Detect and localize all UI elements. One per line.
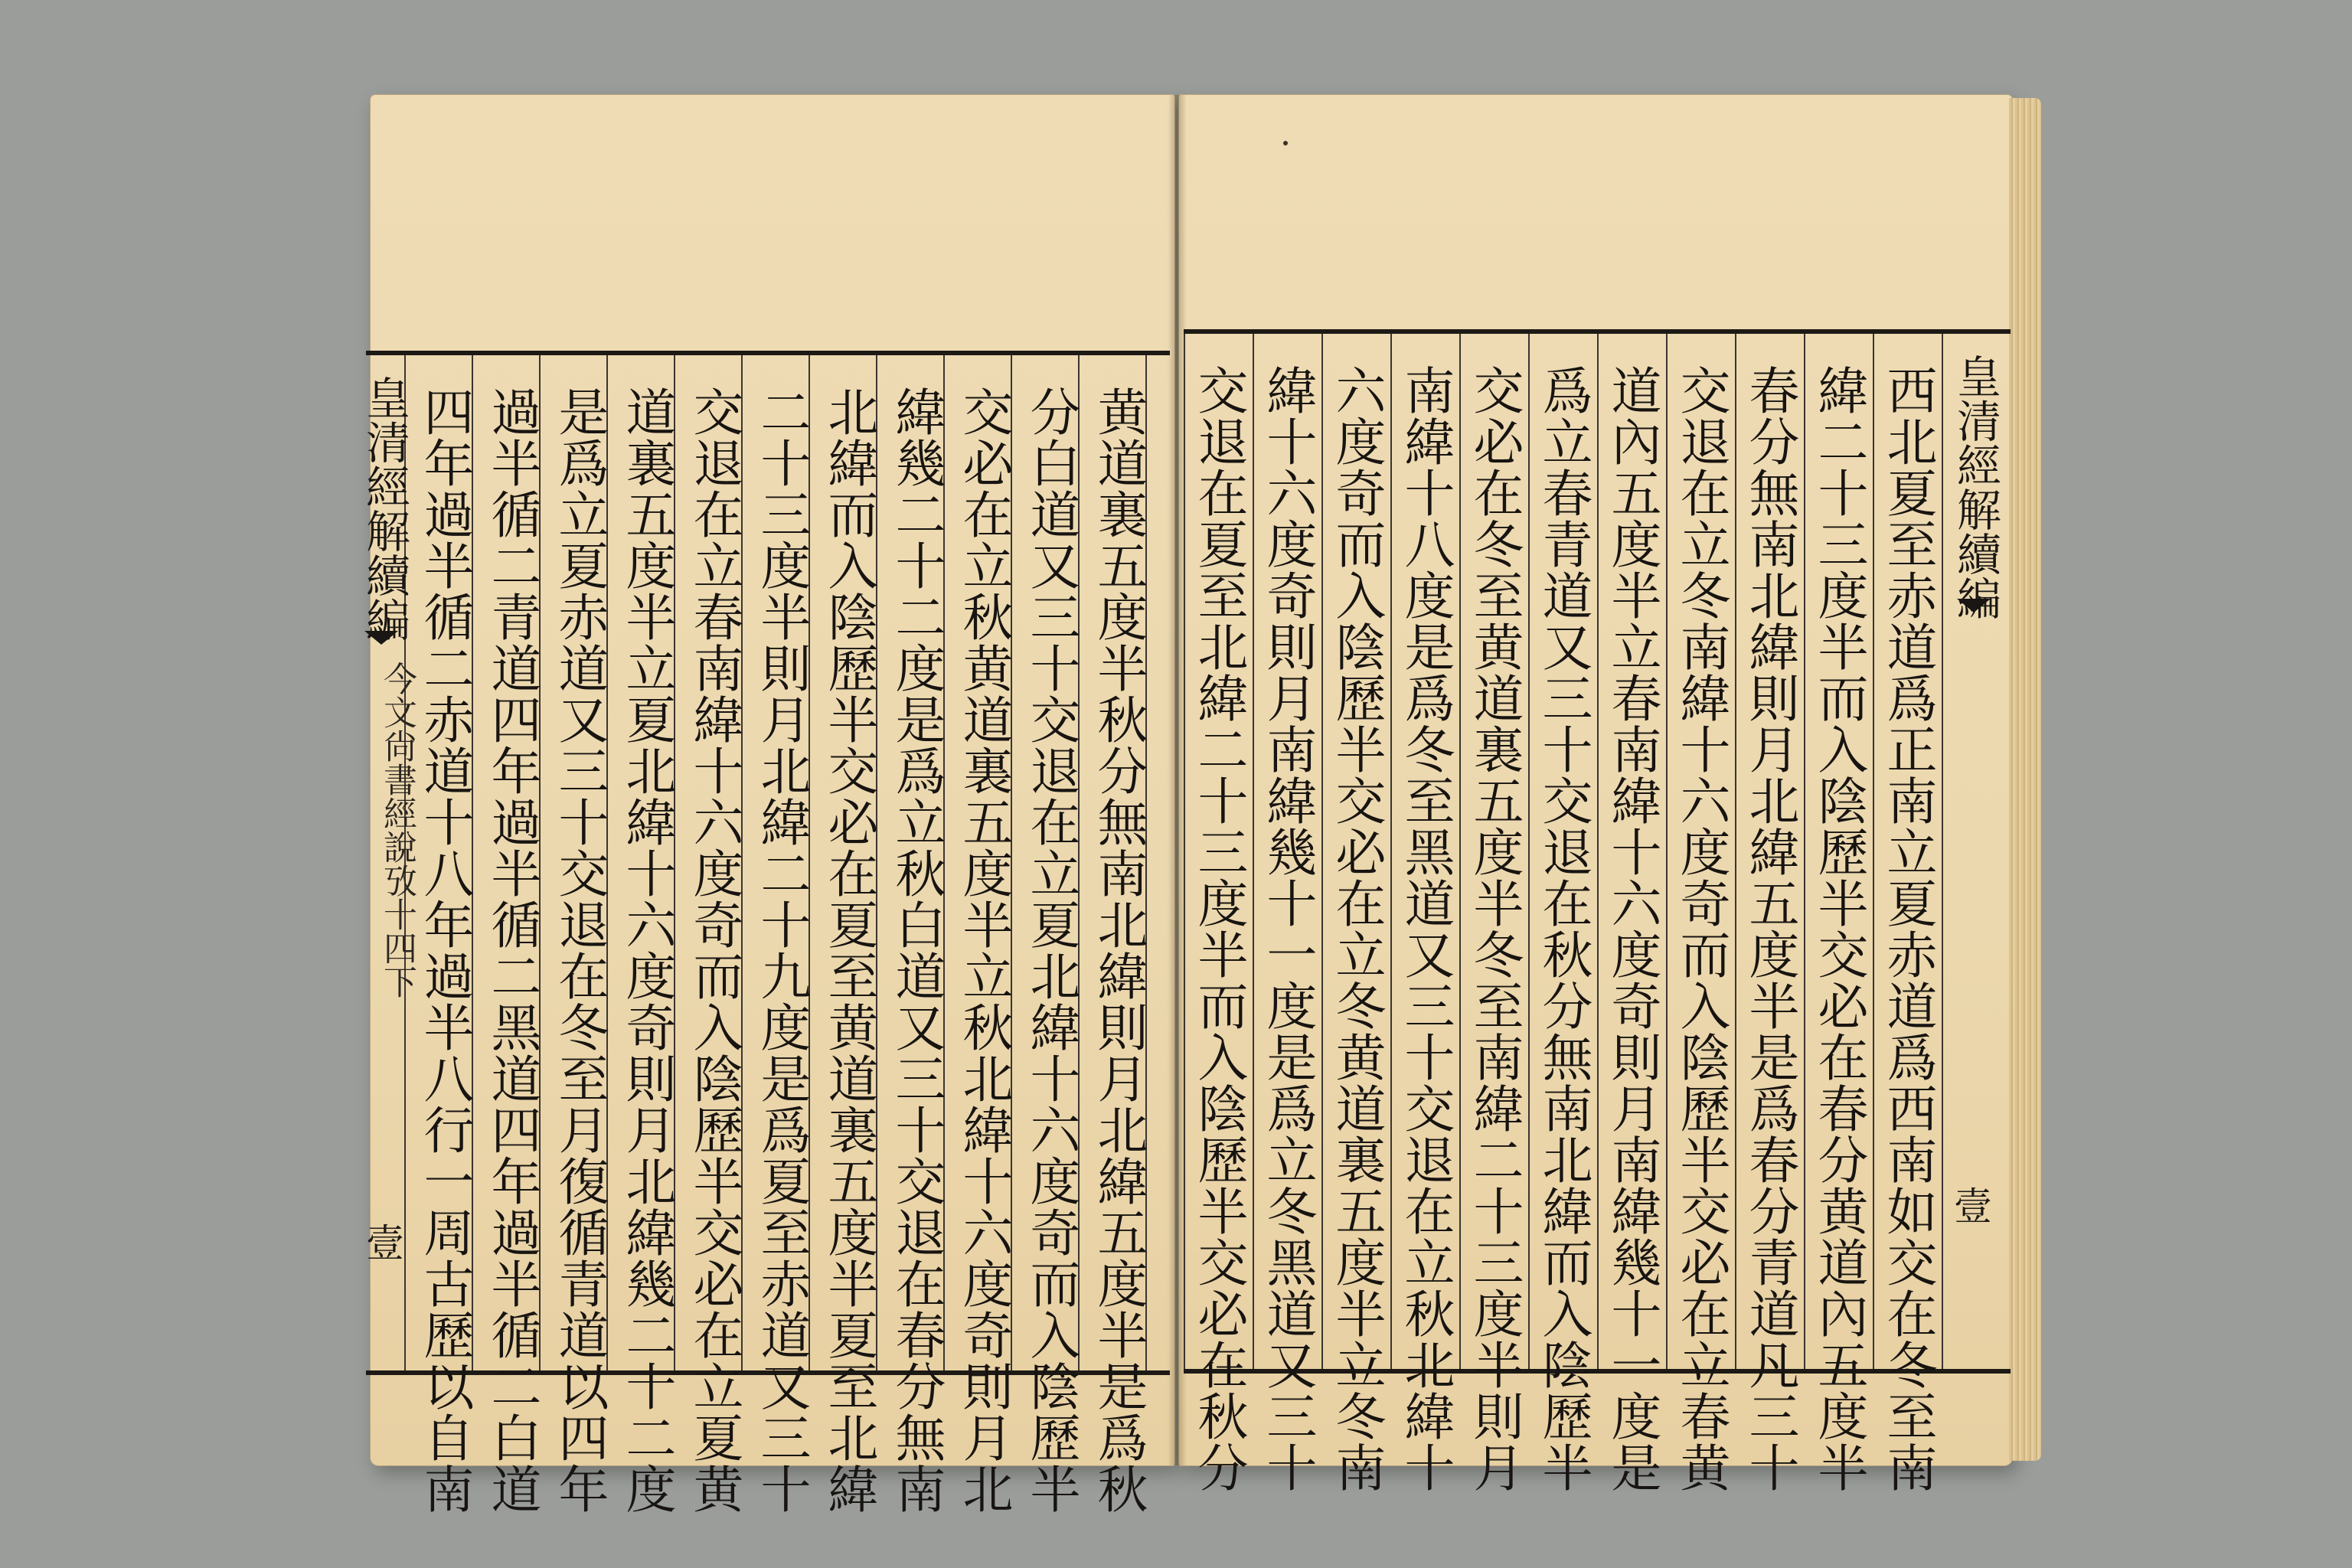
text-column: 春分無南北緯則月北緯五度半是爲春分青道凡三十: [1740, 364, 1799, 1493]
right-folio: 壹: [1954, 1184, 1992, 1229]
left-folio: 壹: [366, 1221, 404, 1266]
text-column: 交必在冬至黄道裏五度半冬至南緯二十三度半則月: [1465, 364, 1524, 1493]
column-rule: [1735, 334, 1736, 1369]
left-spine-subtitle: 今文尙書經說攷十四下: [377, 662, 416, 998]
text-column: 爲立春青道又三十交退在秋分無南北緯而入陰歷半: [1534, 364, 1592, 1493]
text-column: 四年過半循二赤道十八年過半八行一周古歷以自南: [415, 386, 474, 1514]
text-column: 黄道裏五度半秋分無南北緯則月北緯五度半是爲秋: [1089, 386, 1148, 1514]
text-column: 緯幾二十二度是爲立秋白道又三十交退在春分無南: [887, 386, 946, 1514]
column-rule: [1528, 334, 1530, 1369]
fish-tail-mark: [364, 631, 398, 645]
text-column: 北緯而入陰歷半交必在夏至黄道裏五度半夏至北緯: [819, 386, 878, 1514]
column-rule: [1390, 334, 1392, 1369]
column-rule: [1184, 334, 1185, 1369]
text-column: 過半循二青道四年過半循二黑道四年過半循二白道: [482, 386, 541, 1514]
column-rule: [1873, 334, 1874, 1369]
page-stack-edge: [2009, 98, 2041, 1461]
text-column: 緯十六度奇則月南緯幾十一度是爲立冬黑道又三十: [1258, 364, 1317, 1493]
text-column: 南緯十八度是爲冬至黑道又三十交退在立秋北緯十: [1396, 364, 1455, 1493]
column-rule: [1253, 334, 1254, 1369]
column-rule: [1942, 334, 1943, 1369]
ink-speck: [1283, 141, 1288, 145]
text-column: 分白道又三十交退在立夏北緯十六度奇而入陰歷半: [1021, 386, 1080, 1514]
text-column: 交必在立秋黄道裏五度半立秋北緯十六度奇則月北: [954, 386, 1013, 1514]
column-rule: [1804, 334, 1805, 1369]
column-rule: [1321, 334, 1323, 1369]
column-rule: [1459, 334, 1461, 1369]
text-column: 道內五度半立春南緯十六度奇則月南緯幾十一度是: [1602, 364, 1661, 1493]
fish-tail-mark: [1957, 599, 1991, 612]
text-column: 交退在夏至北緯二十三度半而入陰歷半交必在秋分: [1189, 364, 1248, 1493]
column-rule: [1666, 334, 1668, 1369]
text-column: 交退在立冬南緯十六度奇而入陰歷半交必在立春黄: [1671, 364, 1730, 1493]
text-column: 六度奇而入陰歷半交必在立冬黄道裏五度半立冬南: [1327, 364, 1386, 1493]
right-spine-title: 皇清經解續編: [1949, 354, 2001, 620]
text-column: 西北夏至赤道爲正南立夏赤道爲西南如交在冬至南: [1878, 364, 1937, 1493]
right-text-frame: [1184, 329, 2011, 1493]
text-column: 是爲立夏赤道又三十交退在冬至月復循青道以四年: [550, 386, 609, 1514]
text-column: 緯二十三度半而入陰歷半交必在春分黄道內五度半: [1809, 364, 1868, 1493]
left-text-frame: [358, 351, 1170, 1514]
text-column: 二十三度半則月北緯二十九度是爲夏至赤道又三十: [752, 386, 811, 1514]
text-column: 道裏五度半立夏北緯十六度奇則月北緯幾二十二度: [617, 386, 676, 1514]
text-column: 交退在立春南緯十六度奇而入陰歷半交必在立夏黄: [684, 386, 743, 1514]
left-spine-title: 皇清經解續編: [358, 375, 410, 642]
column-rule: [1597, 334, 1599, 1369]
